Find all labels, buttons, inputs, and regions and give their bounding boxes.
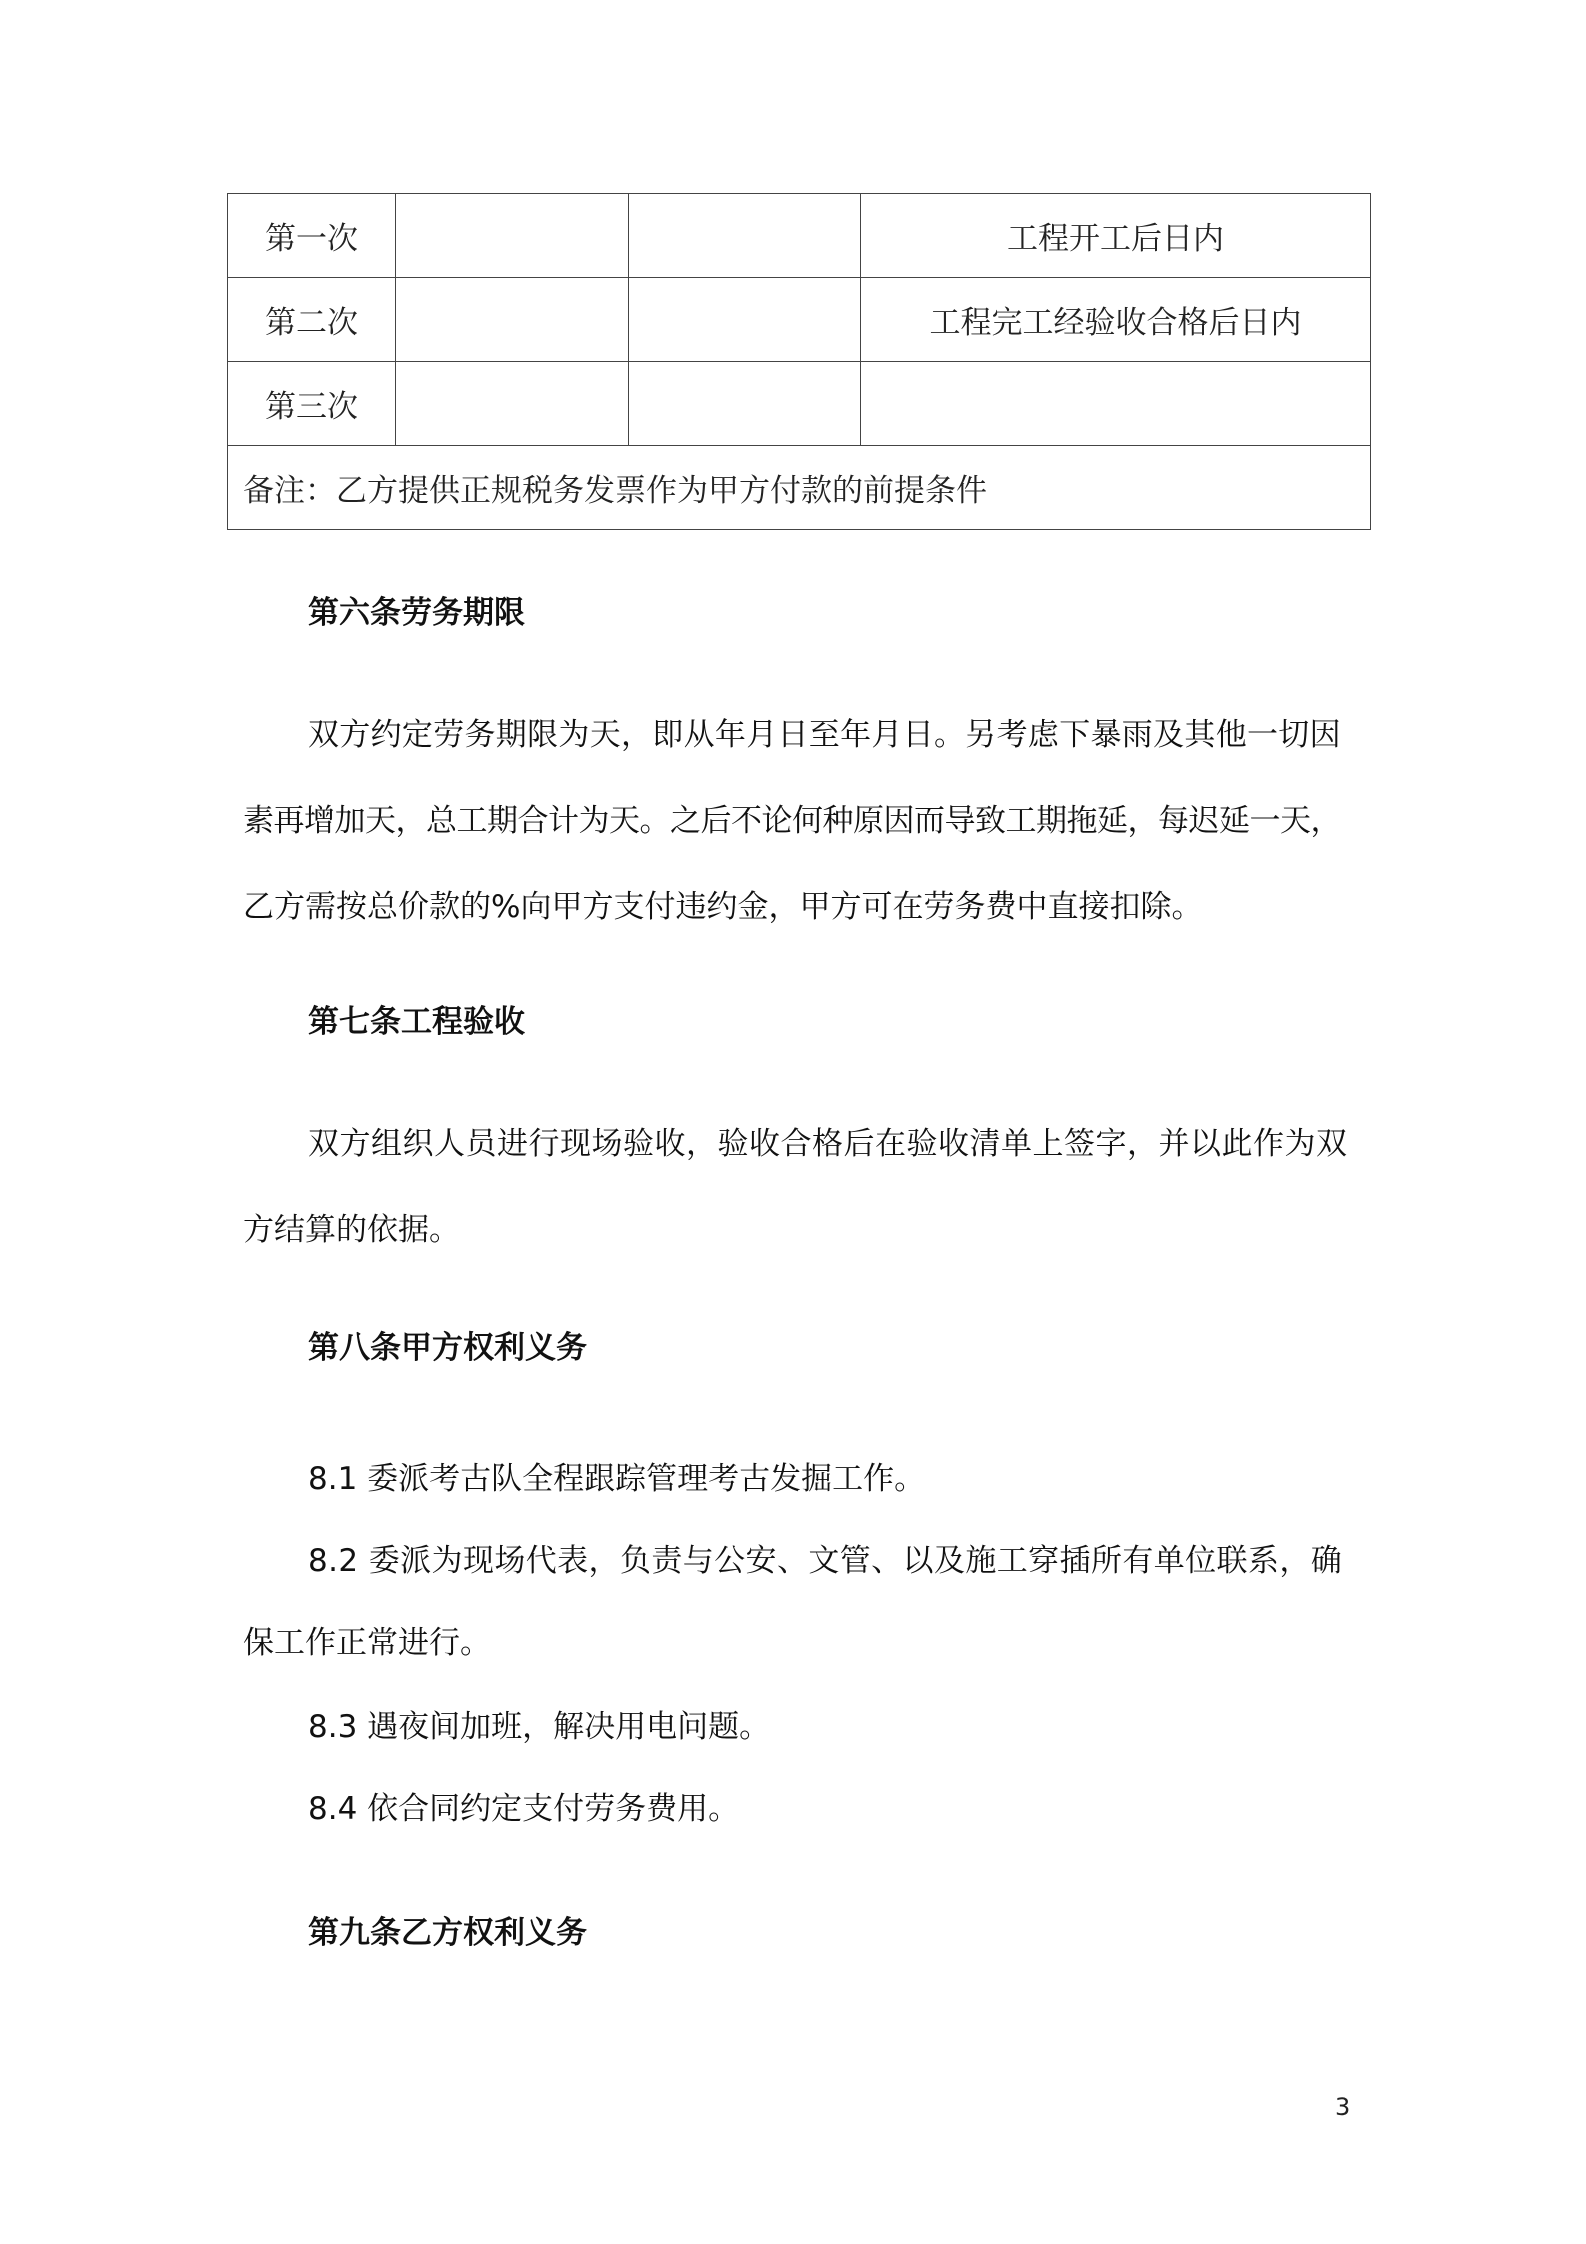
table-cell — [629, 362, 861, 446]
payment-timing-note — [861, 362, 1371, 446]
table-remark: 备注：乙方提供正规税务发票作为甲方付款的前提条件 — [228, 446, 1371, 530]
article-8-item-4: 8.4 依合同约定支付劳务费用。 — [308, 1791, 740, 1827]
article-7-line-1: 双方组织人员进行现场验收，验收合格后在验收清单上签字，并以此作为双 — [308, 1126, 1348, 1162]
article-7-line-2: 方结算的依据。 — [243, 1212, 460, 1248]
payment-schedule-table — [227, 193, 1371, 530]
article-6-line-3: 乙方需按总价款的%向甲方支付违约金，甲方可在劳务费中直接扣除。 — [243, 889, 1203, 925]
table-cell — [629, 278, 861, 362]
payment-timing-note: 工程完工经验收合格后日内 — [861, 278, 1371, 362]
article-9-heading: 第九条乙方权利义务 — [308, 1915, 587, 1951]
table-row — [228, 278, 1371, 362]
table-cell — [396, 278, 629, 362]
article-8-heading: 第八条甲方权利义务 — [308, 1330, 587, 1366]
table-cell — [396, 362, 629, 446]
payment-installment-label: 第二次 — [228, 278, 396, 362]
table-row-remark — [228, 446, 1371, 530]
table-cell — [629, 194, 861, 278]
article-7-heading: 第七条工程验收 — [308, 1004, 525, 1040]
payment-installment-label: 第一次 — [228, 194, 396, 278]
article-8-item-3: 8.3 遇夜间加班，解决用电问题。 — [308, 1709, 771, 1745]
table-row — [228, 194, 1371, 278]
table-row — [228, 362, 1371, 446]
article-8-item-2: 8.2 委派为现场代表，负责与公安、文管、以及施工穿插所有单位联系，确 — [308, 1543, 1343, 1579]
payment-installment-label: 第三次 — [228, 362, 396, 446]
table-cell — [396, 194, 629, 278]
article-8-item-1: 8.1 委派考古队全程跟踪管理考古发掘工作。 — [308, 1461, 926, 1497]
article-6-heading: 第六条劳务期限 — [308, 595, 525, 631]
article-8-item-2-cont: 保工作正常进行。 — [243, 1625, 491, 1661]
article-6-line-1: 双方约定劳务期限为天，即从年月日至年月日。另考虑下暴雨及其他一切因 — [308, 717, 1341, 753]
payment-timing-note: 工程开工后日内 — [861, 194, 1371, 278]
article-6-line-2: 素再增加天，总工期合计为天。之后不论何种原因而导致工期拖延，每迟延一天， — [243, 803, 1341, 839]
page-number: 3 — [1335, 2093, 1351, 2121]
